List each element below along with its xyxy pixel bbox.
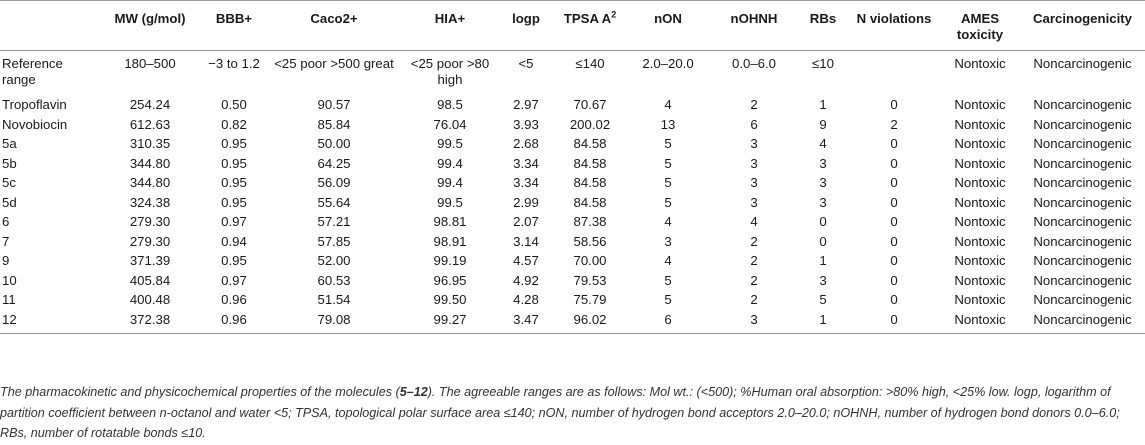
cell-ames: Nontoxic	[954, 155, 1006, 171]
cell-hia: 98.81	[433, 214, 467, 229]
cell-rbs: 3	[819, 194, 827, 210]
cell-compound: 5b	[2, 155, 17, 171]
cell-nviol: 2	[890, 116, 898, 132]
cell-mw: 371.39	[129, 253, 171, 268]
cell-compound: Reference range	[2, 56, 63, 87]
cell-hia: 99.27	[402, 312, 498, 334]
cell-mw: 612.63	[129, 116, 171, 132]
column-header-nviol	[848, 1, 940, 51]
cell-bbb: 0.97	[221, 214, 247, 229]
cell-hia: 98.91	[433, 233, 467, 249]
table-row	[0, 94, 1145, 117]
column-header-label: Caco2+	[310, 11, 358, 26]
cell-carc: Noncarcinogenic	[1033, 214, 1132, 229]
cell-carc: Noncarcinogenic	[1033, 233, 1132, 249]
cell-caco2: 90.57	[317, 97, 351, 112]
cell-caco2: 51.54	[317, 292, 351, 307]
cell-rbs: 0	[819, 233, 827, 249]
cell-compound: 9	[2, 253, 10, 268]
cell-hia: 99.19	[433, 253, 467, 268]
cell-compound: 5d	[2, 194, 17, 210]
cell-nviol: 0	[848, 312, 940, 334]
cell-non: 13	[660, 116, 676, 132]
cell-carc: Noncarcinogenic	[1033, 136, 1132, 151]
cell-tpsa: 58.56	[573, 233, 607, 249]
superscript: 2	[611, 9, 617, 20]
cell-tpsa: 84.58	[573, 155, 607, 171]
cell-carc: Noncarcinogenic	[1033, 56, 1132, 71]
column-header-mw	[98, 1, 202, 51]
cell-rbs: 3	[819, 272, 827, 288]
footnote-molecule-range: 5–12	[399, 385, 428, 399]
cell-ames: Nontoxic	[954, 194, 1006, 210]
cell-logp: 3.34	[513, 155, 539, 171]
cell-mw: 344.80	[129, 155, 171, 171]
table-header-row	[0, 1, 1145, 51]
cell-bbb: 0.94	[221, 233, 247, 249]
cell-logp: <5	[518, 56, 534, 71]
cell-rbs: ≤10	[812, 56, 834, 71]
cell-compound: 6	[2, 214, 10, 229]
cell-logp: 3.14	[513, 233, 539, 249]
cell-rbs: 5	[819, 292, 827, 307]
footnote-text-end: ). The agreeable ranges are as follows: Mol wt.: (<500); %Human oral absorption: >80% high, <25% low. logp, logarithm of partition coefficient between n-octanol and water <5; TPSA, topological polar surface area ≤140; nON, number of hydrogen bond acceptors 2.0–20.0; nOHNH, number of hydrogen bond donors 0.0–6.0; RBs, number of rotatable bonds ≤10.	[0, 385, 1120, 440]
column-header-tpsa	[554, 1, 626, 51]
table-row	[0, 292, 1145, 312]
cell-tpsa: 84.58	[573, 194, 607, 210]
cell-nohnh: 3	[750, 194, 758, 210]
cell-nviol: 0	[890, 175, 898, 190]
cell-carc: Noncarcinogenic	[1033, 272, 1132, 288]
column-header-label: logp	[512, 11, 540, 26]
column-header-caco2	[266, 1, 402, 51]
cell-ames: Nontoxic	[954, 233, 1006, 249]
cell-nohnh: 3	[710, 312, 798, 334]
cell-non: 4	[664, 214, 672, 229]
cell-nohnh: 2	[750, 97, 758, 112]
cell-non: 4	[664, 97, 672, 112]
cell-mw: 279.30	[129, 214, 171, 229]
cell-bbb: 0.97	[221, 272, 247, 288]
cell-carc: Noncarcinogenic	[1033, 194, 1132, 210]
cell-ames: Nontoxic	[954, 253, 1006, 268]
cell-non: 3	[664, 233, 672, 249]
cell-non: 5	[664, 175, 672, 190]
column-header-ames	[940, 1, 1020, 51]
column-header-label: TPSA A	[563, 11, 612, 26]
cell-non: 4	[664, 253, 672, 268]
cell-tpsa: 70.00	[573, 253, 607, 268]
cell-bbb: 0.95	[221, 155, 247, 171]
cell-ames: Nontoxic	[954, 116, 1006, 132]
cell-rbs: 1	[798, 312, 848, 334]
cell-hia: 99.5	[437, 136, 463, 151]
cell-caco2: 79.08	[266, 312, 402, 334]
cell-ames: Nontoxic	[954, 292, 1006, 307]
cell-nohnh: 0.0–6.0	[732, 56, 776, 71]
cell-logp: 2.07	[513, 214, 539, 229]
cell-nviol: 0	[890, 155, 898, 171]
cell-non: 5	[664, 292, 672, 307]
table-body	[0, 51, 1145, 334]
cell-ames: Nontoxic	[954, 175, 1006, 190]
column-header-rbs	[798, 1, 848, 51]
column-header-label: Carcinogenicity	[1033, 11, 1132, 26]
cell-hia: <25 poor >80 high	[410, 56, 490, 87]
cell-caco2: 56.09	[317, 175, 351, 190]
cell-bbb: 0.95	[221, 194, 247, 210]
cell-nohnh: 2	[750, 233, 758, 249]
cell-carc: Noncarcinogenic	[1033, 116, 1132, 132]
column-header-non	[626, 1, 710, 51]
cell-bbb: 0.95	[221, 136, 247, 151]
cell-mw: 324.38	[129, 194, 171, 210]
cell-caco2: 50.00	[317, 136, 351, 151]
cell-compound: Novobiocin	[2, 116, 68, 132]
cell-logp: 2.99	[513, 194, 539, 210]
cell-nviol: 0	[890, 97, 898, 112]
table-row	[0, 117, 1145, 137]
cell-mw: 400.48	[129, 292, 171, 307]
cell-nviol: 0	[890, 136, 898, 151]
cell-tpsa: 84.58	[573, 175, 607, 190]
cell-mw: 344.80	[129, 175, 171, 190]
column-header-label: RBs	[809, 11, 837, 26]
table-row	[0, 156, 1145, 176]
table-row	[0, 214, 1145, 234]
table-row	[0, 253, 1145, 273]
cell-non: 5	[664, 194, 672, 210]
cell-carc: Noncarcinogenic	[1033, 253, 1132, 268]
cell-logp: 4.92	[513, 272, 539, 288]
cell-mw: 279.30	[129, 233, 171, 249]
cell-caco2: <25 poor >500 great	[274, 56, 394, 71]
cell-nohnh: 3	[750, 155, 758, 171]
cell-hia: 96.95	[433, 272, 467, 288]
cell-ames: Nontoxic	[954, 272, 1006, 288]
table-row	[0, 234, 1145, 254]
cell-tpsa: 79.53	[573, 272, 607, 288]
cell-tpsa: ≤140	[575, 56, 605, 71]
table-row	[0, 273, 1145, 293]
cell-compound: 11	[2, 292, 16, 307]
cell-ames: Nontoxic	[940, 312, 1020, 334]
cell-caco2: 60.53	[317, 272, 351, 288]
cell-bbb: 0.96	[202, 312, 266, 334]
cell-nviol	[848, 51, 940, 95]
cell-logp: 4.28	[513, 292, 539, 307]
cell-nviol: 0	[890, 233, 898, 249]
cell-ames: Nontoxic	[954, 97, 1006, 112]
column-header-label: BBB+	[215, 11, 253, 26]
cell-compound: 7	[2, 233, 10, 249]
table-row	[0, 136, 1145, 156]
table-footnote	[0, 382, 1145, 444]
cell-non: 6	[626, 312, 710, 334]
cell-caco2: 64.25	[317, 155, 351, 171]
cell-hia: 98.5	[437, 97, 463, 112]
column-header-label: nOHNH	[730, 11, 778, 26]
cell-hia: 99.4	[437, 175, 463, 190]
cell-nviol: 0	[890, 272, 898, 288]
cell-caco2: 85.84	[317, 116, 351, 132]
cell-bbb: −3 to 1.2	[208, 56, 260, 71]
cell-logp: 3.34	[513, 175, 539, 190]
cell-nviol: 0	[890, 253, 898, 268]
column-header-nohnh	[710, 1, 798, 51]
cell-tpsa: 87.38	[573, 214, 607, 229]
cell-non: 2.0–20.0	[642, 56, 694, 71]
cell-non: 5	[664, 136, 672, 151]
cell-logp: 2.68	[513, 136, 539, 151]
column-header-label: AMES toxicity	[956, 11, 1004, 42]
cell-rbs: 0	[819, 214, 827, 229]
cell-nohnh: 2	[750, 253, 758, 268]
cell-nviol: 0	[890, 194, 898, 210]
cell-compound: 5c	[2, 175, 16, 190]
cell-nviol: 0	[890, 214, 898, 229]
cell-caco2: 52.00	[317, 253, 351, 268]
cell-compound: Tropoflavin	[2, 97, 67, 112]
cell-mw: 180–500	[124, 56, 176, 71]
cell-logp: 4.57	[513, 253, 539, 268]
cell-nohnh: 6	[750, 116, 758, 132]
cell-nohnh: 3	[750, 175, 758, 190]
cell-carc: Noncarcinogenic	[1033, 97, 1132, 112]
cell-logp: 3.93	[513, 116, 539, 132]
cell-bbb: 0.82	[221, 116, 247, 132]
cell-tpsa: 70.67	[573, 97, 607, 112]
cell-nohnh: 3	[750, 136, 758, 151]
cell-tpsa: 84.58	[573, 136, 607, 151]
cell-carc: Noncarcinogenic	[1033, 175, 1132, 190]
cell-non: 5	[664, 155, 672, 171]
cell-ames: Nontoxic	[954, 56, 1006, 71]
column-header-logp	[498, 1, 554, 51]
cell-tpsa: 96.02	[554, 312, 626, 334]
cell-bbb: 0.96	[221, 292, 247, 307]
cell-logp: 3.47	[498, 312, 554, 334]
column-header-bbb	[202, 1, 266, 51]
cell-mw: 372.38	[98, 312, 202, 334]
cell-nohnh: 2	[750, 292, 758, 307]
reference-range-row	[0, 51, 1145, 95]
cell-bbb: 0.50	[221, 97, 247, 112]
cell-rbs: 1	[819, 97, 827, 112]
cell-compound: 12	[0, 312, 98, 334]
cell-ames: Nontoxic	[954, 214, 1006, 229]
cell-rbs: 4	[819, 136, 827, 151]
cell-caco2: 57.85	[317, 233, 351, 249]
footnote-text-start: The pharmacokinetic and physicochemical properties of the molecules (	[0, 385, 400, 399]
cell-caco2: 55.64	[317, 194, 351, 210]
cell-tpsa: 200.02	[569, 116, 611, 132]
column-header-compound	[0, 1, 98, 51]
cell-rbs: 9	[819, 116, 827, 132]
cell-carc: Noncarcinogenic	[1033, 155, 1132, 171]
cell-nohnh: 2	[750, 272, 758, 288]
column-header-label: MW (g/mol)	[114, 11, 186, 26]
column-header-label: nON	[654, 11, 682, 26]
table-row	[0, 175, 1145, 195]
cell-carc: Noncarcinogenic	[1033, 292, 1132, 307]
cell-nviol: 0	[890, 292, 898, 307]
cell-rbs: 3	[819, 175, 827, 190]
column-header-carc	[1020, 1, 1145, 51]
cell-carc: Noncarcinogenic	[1020, 312, 1145, 334]
cell-compound: 5a	[2, 136, 17, 151]
cell-nohnh: 4	[750, 214, 758, 229]
table-row	[0, 312, 1145, 334]
cell-rbs: 3	[819, 155, 827, 171]
cell-ames: Nontoxic	[954, 136, 1006, 151]
cell-mw: 405.84	[129, 272, 171, 288]
cell-hia: 76.04	[433, 116, 467, 132]
cell-compound: 10	[2, 272, 17, 288]
cell-bbb: 0.95	[221, 253, 247, 268]
cell-hia: 99.5	[437, 194, 463, 210]
cell-hia: 99.4	[437, 155, 463, 171]
cell-tpsa: 75.79	[573, 292, 607, 307]
column-header-hia	[402, 1, 498, 51]
cell-logp: 2.97	[513, 97, 539, 112]
cell-mw: 254.24	[129, 97, 171, 112]
column-header-label: HIA+	[434, 11, 466, 26]
cell-bbb: 0.95	[221, 175, 247, 190]
cell-caco2: 57.21	[317, 214, 351, 229]
column-header-label: N violations	[856, 11, 932, 26]
cell-mw: 310.35	[129, 136, 171, 151]
table-row	[0, 195, 1145, 215]
cell-hia: 99.50	[433, 292, 467, 307]
cell-non: 5	[664, 272, 672, 288]
cell-rbs: 1	[819, 253, 827, 268]
